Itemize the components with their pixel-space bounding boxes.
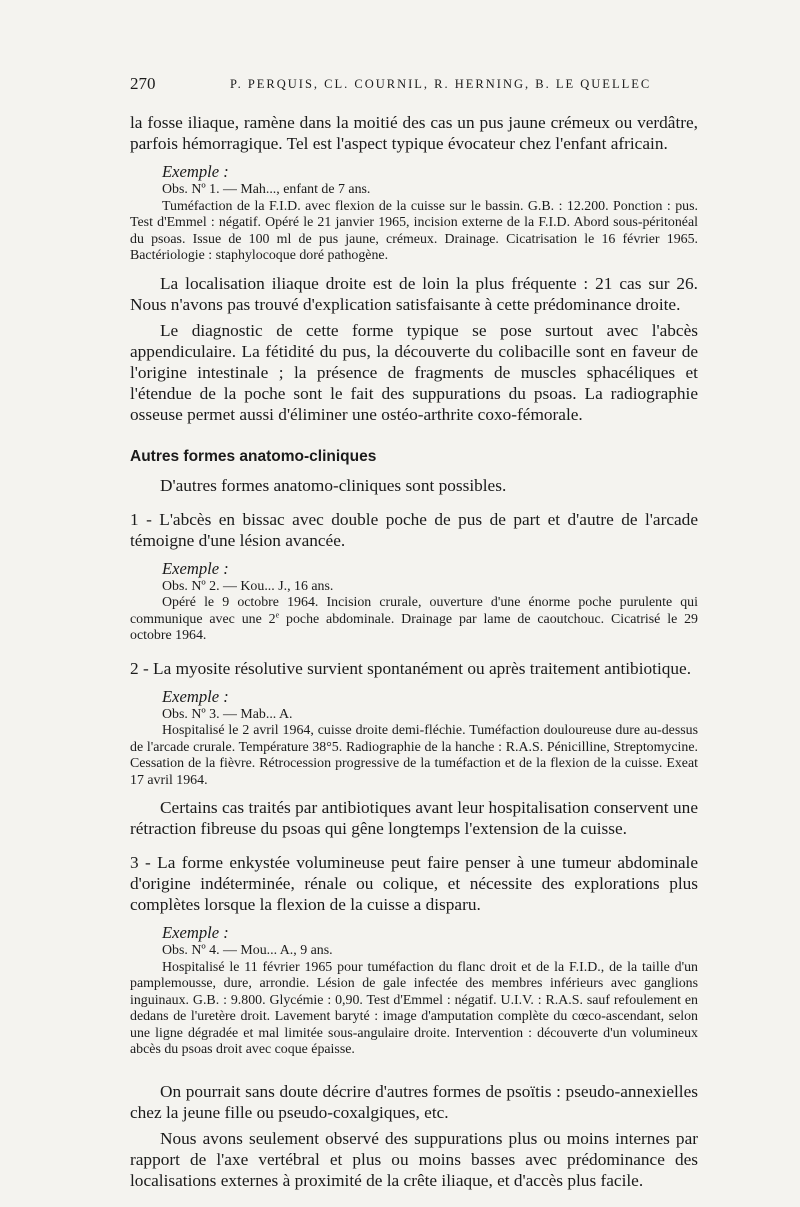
observation-1 — [130, 182, 698, 265]
example-label-3: Exemple : — [162, 686, 229, 706]
obs-1-text: Tuméfaction de la F.I.D. avec flexion de la cuisse sur le bassin. G.B. : 12.200. Ponction : pus. Test d'Emmel : négatif. Opéré le 21 janvier 1965, incision externe de la F.I.D. Abord sous-péritonéal du psoas. Issue de 100 ml de pus jaune, crémeux. Drainage. Cicatrisation le 16 février 1965. Bactériologie : staphylocoque doré pathogène. — [130, 198, 698, 263]
obs-3-title: Obs. Nº 3. — Mab... A. — [162, 706, 293, 722]
example-label-1: Exemple : — [162, 162, 229, 181]
paragraph-diagnostic: Le diagnostic de cette forme typique se pose surtout avec l'abcès appendiculaire. La fétidité du pus, la découverte du colibacille sont en faveur de l'origine intestinale ; la présence de fragments de muscles sphacéliques et l'étendue de la poche sont le fait des suppurations du psoas. La radiographie osseuse permet aussi d'éliminer une ostéo-arthrite coxo-fémorale. — [130, 320, 698, 424]
paragraph-bissac: 1 - L'abcès en bissac avec double poche de pus de part et d'autre de l'arcade témoigne d'une lésion avancée. — [130, 509, 698, 550]
obs-4-text: Hospitalisé le 11 février 1965 pour tuméfaction du flanc droit et de la F.I.D., de la taille d'un pamplemousse, dure, arrondie. Lésion de gale infectée des membres inférieurs avec ganglions inguinaux. G.B. : 9.800. Glycémie : 0,90. Test d'Emmel : négatif. U.I.V. : R.A.S. sauf refoulement en dedans de l'uretère droit. Lavement baryté : image d'amputation complète du cœco-ascendant, selon une ligne dégradée et mal limitée sous-angulaire droite. Intervention : découverte d'un volumineux abcès du psoas droit avec coque épaisse. — [130, 959, 698, 1057]
paragraph-localisation: La localisation iliaque droite est de loin la plus fréquente : 21 cas sur 26. Nous n'avons pas trouvé d'explication satisfaisante à cette prédominance droite. — [130, 273, 698, 314]
section-heading: Autres formes anatomo-cliniques — [130, 447, 377, 465]
obs-3-text: Hospitalisé le 2 avril 1964, cuisse droite demi-fléchie. Tuméfaction douloureuse dure au-dessus de l'arcade crurale. Température 38°5. Radiographie de la hanche : R.A.S. Pénicilline, Streptomycine. Cessation de la fièvre. Rétrocession progressive de la tuméfaction et de la flexion de la cuisse. Exeat 17 avril 1964. — [130, 723, 698, 788]
example-label-2: Exemple : — [162, 558, 229, 578]
obs-2-text-b: poche abdominale. Drainage par lame de caoutchouc. Cicatrisé le 29 octobre 1964. — [130, 611, 698, 643]
paragraph-autres-formes: D'autres formes anatomo-cliniques sont possibles. — [160, 475, 507, 495]
observation-4 — [130, 943, 698, 1059]
obs-1-title: Obs. Nº 1. — Mah..., enfant de 7 ans. — [162, 182, 371, 197]
obs-4-title: Obs. Nº 4. — Mou... A., 9 ans. — [162, 943, 333, 958]
obs-2-superscript: e — [275, 609, 280, 619]
obs-2-text — [130, 595, 698, 645]
page-number: 270 — [130, 74, 156, 93]
running-title: P. PERQUIS, CL. COURNIL, R. HERNING, B. LE QUELLEC — [230, 77, 652, 91]
paragraph-forme-enkystee: 3 - La forme enkystée volumineuse peut faire penser à une tumeur abdominale d'origine indéterminée, rénale ou colique, et nécessite des explorations plus complètes lorsque la flexion de la cuisse a disparu. — [130, 853, 698, 914]
paragraph-conclusion: Nous avons seulement observé des suppurations plus ou moins internes par rapport de l'axe vertébral et plus ou moins basses avec prédominance des localisations externes à proximité de la crête iliaque, et d'accès plus facile. — [130, 1128, 698, 1190]
paragraph-continuation: la fosse iliaque, ramène dans la moitié des cas un pus jaune crémeux ou verdâtre, parfois hémorragique. Tel est l'aspect typique évocateur chez l'enfant africain. — [130, 113, 698, 153]
page-header — [130, 74, 698, 98]
body-text — [130, 112, 698, 1191]
paragraph-psoitis: On pourrait sans doute décrire d'autres formes de psoïtis : pseudo-annexielles chez la jeune fille ou pseudo-coxalgiques, etc. — [130, 1081, 698, 1122]
obs-2-text-a: Opéré le 9 octobre 1964. Incision crurale, ouverture d'une énorme poche purulente qui communique avec une 2 — [130, 595, 698, 627]
observation-2 — [130, 579, 698, 645]
obs-2-title: Obs. Nº 2. — Kou... J., 16 ans. — [162, 578, 334, 594]
observation-3 — [130, 707, 698, 790]
paragraph-antibiotiques: Certains cas traités par antibiotiques avant leur hospitalisation conservent une rétraction fibreuse du psoas qui gêne longtemps l'extension de la cuisse. — [130, 798, 698, 838]
example-label-4: Exemple : — [162, 923, 229, 942]
paragraph-myosite: 2 - La myosite résolutive survient spontanément ou après traitement antibiotique. — [130, 658, 692, 678]
